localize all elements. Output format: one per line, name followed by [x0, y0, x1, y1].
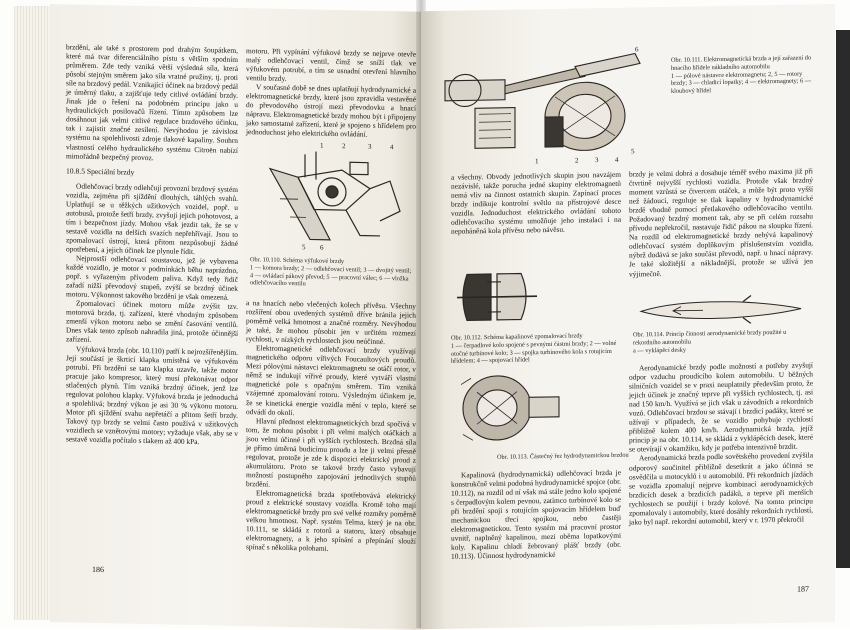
paragraph: Aerodynamická brzda podle sovětského provedení zvýšila odporový součinitel přibližně desetkrát a jako účinná se osvědčila u motocyklů i u automobilů. Při rekordních jízdách se vozidla zpomalují nejprve kombinací aerodynamických brzdicích desek a brzdicích padáků, a teprve při menších rychlostech se použijí i brzdy kolové. Na tomto principu zpomalovaly i automobily, které dosáhly rekordních rychlostí, jako byl např. rekordní automobil, který v r. 1970 překročil — [629, 450, 813, 527]
figure-hydrodynamic-brake-schematic — [457, 263, 537, 330]
right-col-2-lower — [629, 360, 813, 526]
paragraph: Kapalinová (hydrodynamická) odlehčovací brzda je konstrukčně velmi podobná hydrodynamické spojce (obr. 10.112), na rozdíl od ní však má stále jedno kolo spojené s čerpadlovým kolem pevnou, zatímco turbínové kolo se při brzdění spojí s rotujícím spojovacím hřídelem buď mechanickou třecí spojkou, nebo častěji elektromagnetickou. Tento systém má pracovní prostor uvnitř, naplněný kapalinou, mezi oběma lopatkovými koly. Kapalinu chladí žebrovaný plášť brzdy (obr. 10.113). Účinnost hydrodynamické — [451, 467, 621, 562]
figure-hydrodynamic-brake-cutaway — [455, 369, 565, 447]
caption-legend: 1 — čerpadlové kolo spojené s pevnými částmi brzdy; 2 — volné otočné turbínové kolo; 3 — spojka turbínového kola s rotujícím hřídelem; 4 — spojovací hřídel — [451, 339, 617, 366]
paragraph: V současné době se dnes uplatňují hydrodynamické a elektromagnetické brzdy, které jsou zpravidla vestavěné do převodového ústrojí mezi převodovku a hnací nápravu. Elektromagnetické brzdy mohou být i připojeny jako samostatné zařízení, které je spojeno s hřídelem pro jednoduchost jeho elektrického ovládání. — [246, 82, 416, 140]
paragraph: Odlehčovací brzdy odlehčují provozní brzdový systém vozidla, zejména při sjíždění dlouhých, táhlých svahů. Uplatňují se u těžkých užitkových vozidel, popř. u autobusů, protože šetří brzdy, zvyšují jejich pohotovost, a tím i bezpečnost jízdy. Mohou však jezdit tak, že se v sestavě vozidla na delších svazích nepřehřívají. Jsou to zpomalovací ústrojí, která přitom nezpůsobují žádné opotřebení, a jejich účinek lze plynule řídit. — [66, 181, 238, 257]
fig-label: 3 — [368, 142, 372, 151]
fig-label: 6 — [635, 45, 639, 54]
left-col-1 — [66, 42, 238, 447]
fig-label: 4 — [615, 155, 619, 164]
caption-title: Obr. 10.112. Schéma kapalinové zpomalovací brzdy — [451, 332, 583, 342]
fig-label: 3 — [595, 156, 599, 165]
fig-label: 4 — [390, 143, 394, 152]
figure-aerodynamic-brake — [633, 292, 809, 325]
left-col-2-lower — [246, 298, 416, 555]
figure-caption — [250, 256, 416, 291]
paragraph: Elektromagnetická brzda spotřebovává elektrický proud z elektrické soustavy vozidla. Kromě toho mají elektromagnetické brzdy pro své velké rozměry poměrně velkou hmotnost. Např. systém Telma, který je na obr. 10.111, se skládá z rotorů a statoru, který obsahuje elektromagnety, a k jeho spínání a přepínání slouží spínač s několika polohami. — [246, 488, 416, 554]
fig-label: 1 — [320, 141, 324, 150]
book-cover-edge — [836, 30, 850, 568]
page-number: 186 — [92, 564, 104, 575]
paragraph: brzdění, ale také s prostorem pod drahým šoupátkem, které má tvar diferenciálního pístu s větším spodním průměrem. Zde tedy vzniká větší výsledná síla, která působí stejným směrem jako síla vratné pružiny, tj. proti síle na brzdový pedál. Vznikající účinek na brzdový pedál je úměrný tlaku, a zajišťuje tedy citlivé ovládání brzdy. Jinak jde o řešení na podobném principu jako u hydraulických posilovačů řízení. Tímto způsobem lze dosáhnout jak velmi citlivé regulace brzdového účinku, tak i zajistit značné zesílení. Nevýhodou je závislost systému na spolehlivosti zdroje tlakové kapaliny. Souhrn vlastností celého hydraulického systému Citroën nabízí mimořádně bezpečný provoz. — [66, 42, 238, 162]
section-heading: 10.8.5 Speciální brzdy — [66, 165, 135, 177]
figure-caption: Obr. 10.113. Částečný řez hydrodynamickou brzdou — [497, 451, 629, 461]
figure-caption — [451, 332, 621, 366]
page-number: 187 — [797, 584, 809, 594]
caption-legend: 1 — komora brzdy; 2 — odlehčovací ventil; 3 — dvojitý ventil; 4 — ovládací pákový převod; 5 — pracovní válec; 6 — vložka odlehčovacího ventilu — [250, 263, 412, 288]
paragraph: Aerodynamické brzdy podle možností a potřeby zvyšují odpor vzduchu proudícího kolem automobilu. U běžných silničních vozidel se v praxi neuplatnily především proto, že jejich účinek je značný teprve při vyšších rychlostech, tj. asi nad 150 km/h. Využívá se jich však u závodních a rekordních vozů. Odlehčovací brzdou se stávají i brzdicí padáky, které se užívají v případech, že se vozidlo pohybuje rychlostí přibližně kolem 400 km/h. Aerodynamická brzda, jejíž princip je na obr. 10.114, se skládá z vyklápěcích desek, které se otevírají v okamžiku, kdy je potřeba intenzivně brzdit. — [629, 360, 813, 455]
right-col-1-lower — [451, 468, 621, 561]
caption-title: Obr. 10.110. Schéma výfukové brzdy — [250, 256, 345, 266]
figure-exhaust-brake-diagram — [250, 138, 410, 253]
figure-caption — [671, 54, 817, 96]
fig-label: 5 — [302, 243, 306, 252]
paragraph: Zpomalovací účinek motoru může zvýšit tzv. motorová brzda, tj. zařízení, které vhodným způsobem zmenší výkon motoru nebo se změní časování ventilů. Dnes však tento způsob nahradila jiná, protože účinnější zařízení. — [66, 298, 238, 345]
figure-electromagnetic-brake — [435, 35, 663, 167]
caption-title: Obr. 10.111. Elektromagnetická brzda a její zařazení do hnacího hřídele nákladního automobilu — [671, 54, 812, 72]
paragraph: Nejprostší odlehčovací soustavou, jež je vybavena každé vozidlo, je motor v podmínkách běhu naprázdno, popř. s vyřazeným přívodem paliva. Když tedy řidič zařadí nižší převodový stupeň, zvýší se brzdný účinek motoru. Výkonnost takového brzdění je však omezená. — [66, 253, 238, 302]
fig-label: 2 — [342, 142, 346, 151]
fig-label: 1 — [535, 157, 539, 166]
caption-legend: a — vyklápěcí desky — [633, 346, 686, 355]
figure-caption — [633, 328, 813, 355]
fig-label: 2 — [575, 156, 579, 165]
paragraph: a na hnacích nebo vlečených kolech přívěsu. Všechny rozšíření obou uvedených systémů dříve bránila jejich poměrně velká hmotnost a značné rozměry. Nevýhodou je také, že mohou působit jen v určitém rozmezí rychlosti, v nízkých rychlostech jsou neúčinné. — [246, 298, 416, 347]
left-page — [50, 4, 421, 630]
right-col-2 — [629, 166, 813, 278]
paragraph: Hlavní přednost elektromagnetických brzd spočívá v tom, že mohou působit i při velmi malých otáčkách a jsou velmi účinné i při vyšších rychlostech. Brzdná síla je přímo úměrná budicímu proudu a lze ji velmi přesně regulovat, protože je zde k dispozici elektrický proud z akumulátoru. Proto se takové brzdy často vybavují možností postupného zapojování jednotlivých stupňů brzdění. — [246, 415, 416, 489]
fig-label: 6 — [320, 243, 324, 252]
paragraph: motoru. Při vypínání výfukové brzdy se nejprve otevře malý odlehčovací ventil, čímž se sníží tlak ve výfukovém potrubí, a tím se usnadní otevření hlavního ventilu brzdy. — [246, 46, 416, 84]
paragraph: a všechny. Obvody jednotlivých skupin jsou navzájem nezávislé, takže porucha jedné skupiny elektromagnetů nemá vliv na činnost ostatních skupin. Zapínací proces brzdy indikuje kontrolní světlo na přístrojové desce vozidla. Jednoduchost elektrického ovládání tohoto odlehčovacího systému umožňuje jeho instalaci i na nepoháněná kola přívěsu nebo návěsu. — [451, 169, 621, 236]
right-page — [421, 4, 835, 629]
caption-legend: 1 — pólové nástavce elektromagnetu; 2, 5 — rotory brzdy; 3 — chladicí lopatky; 4 — elektromagnety; 6 — kloubový hřídel — [671, 70, 812, 96]
caption-title: Obr. 10.114. Princip činnosti aerodynamické brzdy použité u rekordního automobilu — [633, 328, 787, 347]
left-col-2 — [246, 46, 416, 140]
paragraph: brzdy je velmi dobrá a dosahuje téměř svého maxima již při čtvrtině nejvyšší rychlosti vozidla. Protože však brzdný moment vzrůstá se čtvercem otáček, a může být proto vyšší než žádoucí, reguluje se tlak kapaliny v hydrodynamické brzdě vhodně pomocí přetlakového odlehčovacího ventilu. Požadovaný brzdný moment tak, aby se při celém rozsahu přívodu nepřekročil, nastavuje řidič pákou na sloupku řízení. Na rozdíl od elektromagnetické brzdy nebývá kapalinový odlehčovací systém doplňkovým příslušenstvím vozidla, nýbrž dodává se jako součást převodů, např. u hnací nápravy. Je také složitější a nákladnější, protože se užívá jen výjimečně. — [629, 166, 813, 279]
right-col-1 — [451, 170, 621, 236]
paragraph: Výfuková brzda (obr. 10.110) patří k nejrozšířenějším. Její součástí je škrticí klapka umístěná ve výfukovém potrubí. Při brzdění se tato klapka uzavře, takže motor pracuje jako kompresor, který musí překonávat odpor stlačených plynů. Tím vzniká brzdný účinek, jenž lze regulovat polohou klapky. Výfuková brzda je jednoduchá a spolehlivá; brzdný výkon je asi 30 % výkonu motoru. Motor při sjíždění svahu nepřetáčí a přitom šetří brzdy. Takový typ brzdy se velmi často používá v užitkových vozidlech se vznětovými motory; vyžaduje však, aby se v sestavě vozidla počítalo s tlakem až 400 kPa. — [66, 344, 238, 447]
paragraph: Elektromagnetické odlehčovací brzdy využívají magnetického odporu vířivých Foucaultových proudů. Mezi pólovými nástavci elektromagnetu se otáčí rotor, v němž se indukují vířivé proudy, které vytváří vlastní magnetické pole s opačným směrem. Tím vzniká vzájemné zpomalování rotoru. Výsledným účinkem je, že se kinetická energie vozidla mění v teplo, které se odvádí do okolí. — [246, 343, 416, 417]
fig-label: 5 — [631, 147, 635, 156]
